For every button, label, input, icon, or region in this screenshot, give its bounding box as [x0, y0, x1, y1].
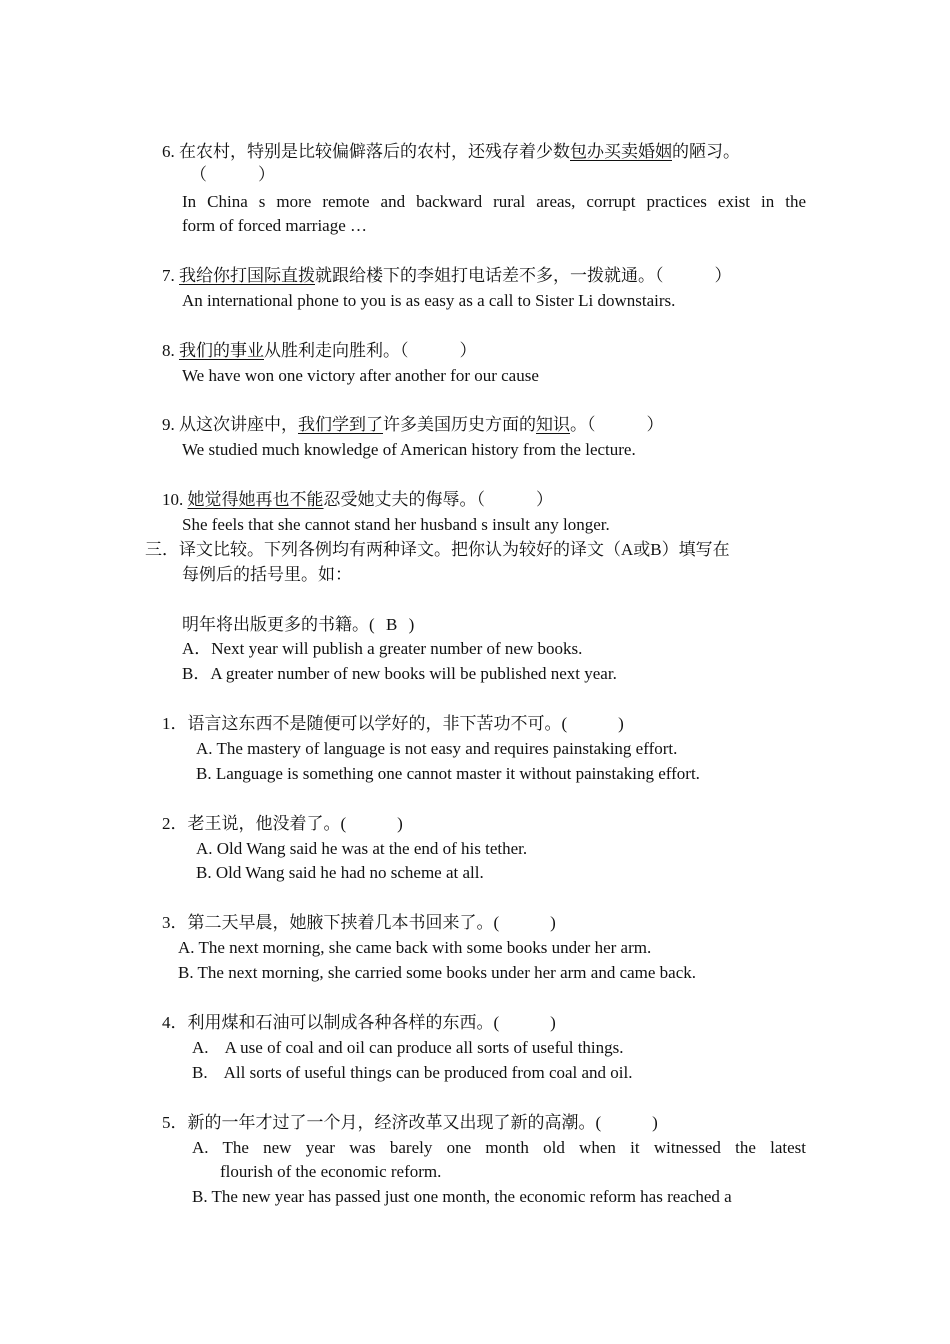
item2-option-b: B. Old Wang said he had no scheme at all.	[196, 863, 484, 882]
q7-chinese: 7. 我给你打国际直拨就跟给楼下的李姐打电话差不多，一拨就通。（ ）	[162, 266, 732, 285]
item3-option-b: B. The next morning, she carried some books under her arm and came back.	[178, 963, 697, 982]
example-option-b: B．A greater number of new books will be published next year.	[182, 664, 617, 683]
q6-answer-paren: （ ）	[190, 165, 275, 184]
q8-chinese: 8. 我们的事业从胜利走向胜利。（ ）	[162, 341, 477, 360]
item2-option-a: A. Old Wang said he was at the end of his tether.	[196, 839, 528, 858]
q10-chinese: 10. 她觉得她再也不能忍受她丈夫的侮辱。（ ）	[162, 490, 553, 509]
q6-chinese: 6. 在农村，特别是比较偏僻落后的农村，还残存着少数包办买卖婚姻的陋习。	[162, 142, 740, 161]
item1-question: 1．语言这东西不是随便可以学好的，非下苦功不可。( )	[162, 714, 624, 733]
part3-number: 三．	[145, 540, 179, 559]
q9-number: 9.	[162, 415, 175, 434]
q7-number: 7.	[162, 266, 175, 285]
item4-question: 4．利用煤和石油可以制成各种各样的东西。( )	[162, 1013, 556, 1032]
q9-english: We studied much knowledge of American history from the lecture.	[182, 440, 636, 459]
q6-english-line1: In China s more remote and backward rural areas, corrupt practices exist in the	[182, 192, 806, 211]
q9-chinese: 9. 从这次讲座中，我们学到了许多美国历史方面的知识。（ ）	[162, 415, 664, 434]
example-answer: B	[386, 615, 398, 634]
item5-option-a-line1: A. The new year was barely one month old when it witnessed the latest	[192, 1138, 806, 1157]
item3-question: 3．第二天早晨，她腋下挟着几本书回来了。( )	[162, 913, 556, 932]
item4-option-b: B. All sorts of useful things can be produced from coal and oil.	[192, 1063, 633, 1082]
item5-option-a-line2: flourish of the economic reform.	[220, 1162, 442, 1181]
q10-number: 10.	[162, 490, 184, 509]
item4-option-a: A. A use of coal and oil can produce all sorts of useful things.	[192, 1038, 624, 1057]
q6-number: 6.	[162, 142, 175, 161]
item1-option-a: A. The mastery of language is not easy and requires painstaking effort.	[196, 739, 678, 758]
example-question: 明年将出版更多的书籍。( B )	[182, 615, 415, 634]
q8-english: We have won one victory after another for our cause	[182, 366, 539, 385]
item5-option-b: B. The new year has passed just one month, the economic reform has reached a	[192, 1187, 732, 1206]
item3-option-a: A. The next morning, she came back with some books under her arm.	[178, 938, 652, 957]
q8-number: 8.	[162, 341, 175, 360]
q6-english-line2: form of forced marriage …	[182, 216, 368, 235]
item5-question: 5．新的一年才过了一个月，经济改革又出现了新的高潮。( )	[162, 1113, 658, 1132]
q10-english: She feels that she cannot stand her husband s insult any longer.	[182, 515, 610, 534]
part3-heading: 三．译文比较。下列各例均有两种译文。把你认为较好的译文（A或B）填写在	[145, 540, 730, 559]
part3-heading-line2: 每例后的括号里。如：	[182, 565, 352, 584]
item2-question: 2．老王说，他没着了。( )	[162, 814, 403, 833]
item1-option-b: B. Language is something one cannot master it without painstaking effort.	[196, 764, 700, 783]
q7-english: An international phone to you is as easy as a call to Sister Li downstairs.	[182, 291, 676, 310]
example-option-a: A．Next year will publish a greater number of new books.	[182, 639, 583, 658]
